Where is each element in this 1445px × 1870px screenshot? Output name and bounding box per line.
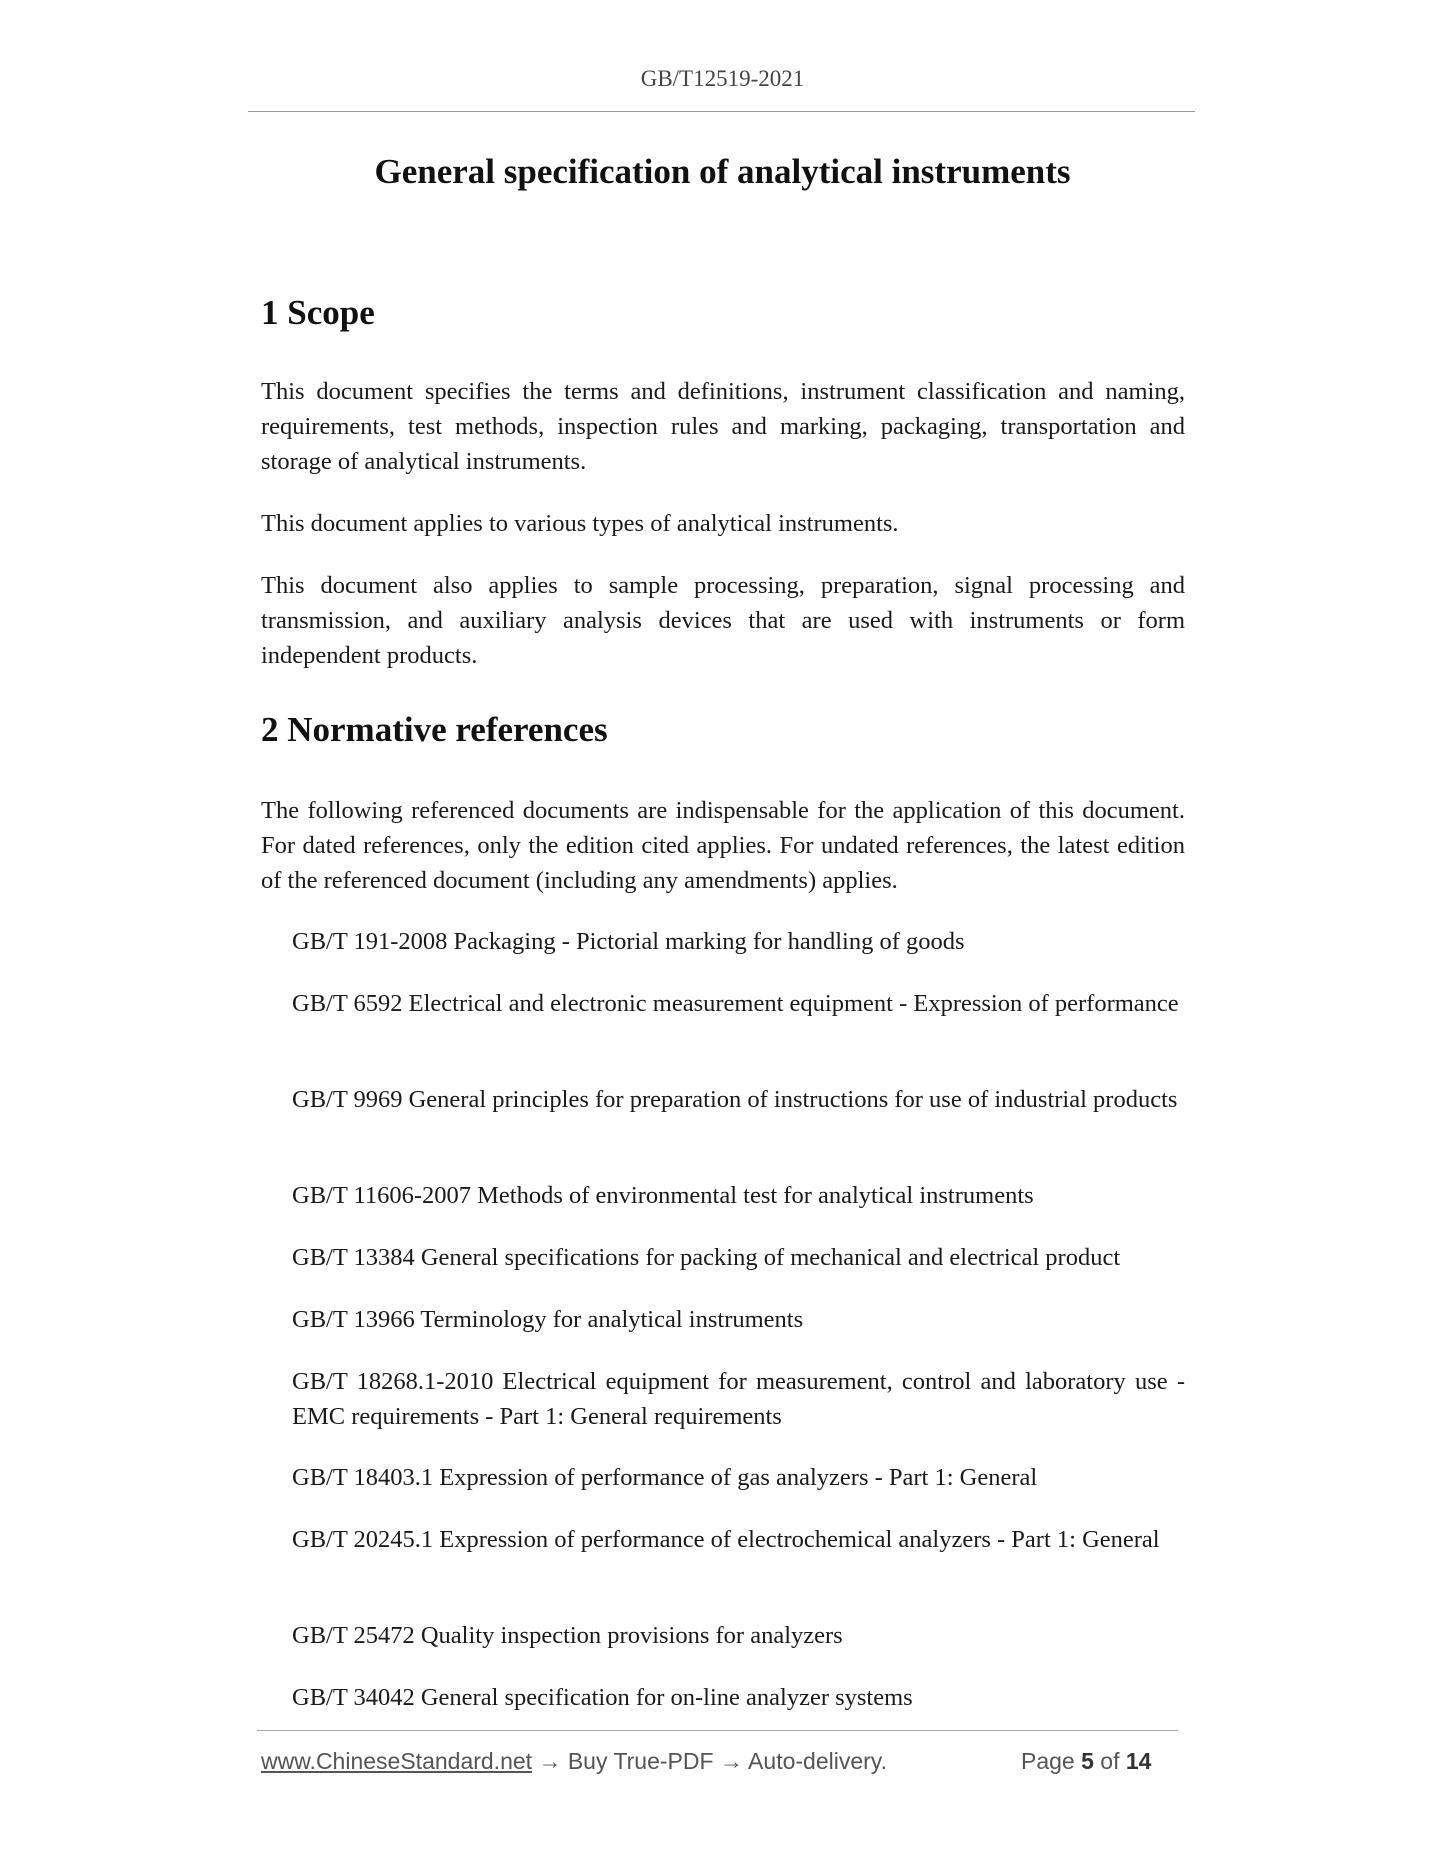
document-title: General specification of analytical instruments: [374, 152, 1071, 191]
current-page-number: 5: [1081, 1748, 1094, 1774]
section-heading-normative-references: 2 Normative references: [261, 710, 608, 749]
scope-paragraph-2: This document applies to various types of analytical instruments.: [261, 510, 899, 537]
of-word: of: [1100, 1748, 1120, 1774]
reference-item: GB/T 6592 Electrical and electronic measurement equipment - Expression of performance: [292, 990, 1179, 1017]
reference-item: GB/T 9969 General principles for preparation of instructions for use of industrial products: [292, 1086, 1178, 1113]
reference-item: GB/T 191-2008 Packaging - Pictorial marking for handling of goods: [292, 928, 965, 955]
page-footer: [261, 1748, 1181, 1782]
reference-item: GB/T 13966 Terminology for analytical instruments: [292, 1306, 804, 1333]
references-intro-paragraph: The following referenced documents are indispensable for the application of this document. For dated references, only the edition cited applies. For undated references, the latest edition of the referenced document (including any amendments) applies.: [261, 797, 1185, 894]
total-page-count: 14: [1125, 1748, 1152, 1774]
site-link[interactable]: www.ChineseStandard.net: [261, 1748, 533, 1774]
document-code-header: GB/T12519-2021: [640, 66, 805, 91]
footer-promo: [261, 1748, 887, 1775]
reference-item: GB/T 18268.1-2010 Electrical equipment for measurement, control and laboratory use - EMC requirements - Part 1: General requirements: [292, 1368, 1185, 1430]
scope-paragraph-3: This document also applies to sample processing, preparation, signal processing and transmission, and auxiliary analysis devices that are used with instruments or form independent products.: [261, 572, 1185, 669]
reference-item: GB/T 13384 General specifications for packing of mechanical and electrical product: [292, 1244, 1121, 1271]
reference-item: GB/T 11606-2007 Methods of environmental test for analytical instruments: [292, 1182, 1034, 1209]
page-indicator: [1021, 1748, 1151, 1775]
reference-item: GB/T 20245.1 Expression of performance of electrochemical analyzers - Part 1: General: [292, 1526, 1160, 1553]
scope-paragraph-1: This document specifies the terms and definitions, instrument classification and naming, requirements, test methods, inspection rules and marking, packaging, transportation and storage of analytical instruments.: [261, 378, 1185, 475]
section-heading-scope: 1 Scope: [261, 293, 375, 332]
reference-item: GB/T 25472 Quality inspection provisions for analyzers: [292, 1622, 843, 1649]
footer-divider: [257, 1730, 1178, 1731]
page-word: Page: [1021, 1748, 1075, 1774]
promo-text: → Buy True-PDF → Auto-delivery.: [538, 1748, 887, 1774]
header-divider: [248, 111, 1195, 112]
reference-item: GB/T 18403.1 Expression of performance of gas analyzers - Part 1: General: [292, 1464, 1038, 1491]
reference-item: GB/T 34042 General specification for on-line analyzer systems: [292, 1684, 913, 1711]
